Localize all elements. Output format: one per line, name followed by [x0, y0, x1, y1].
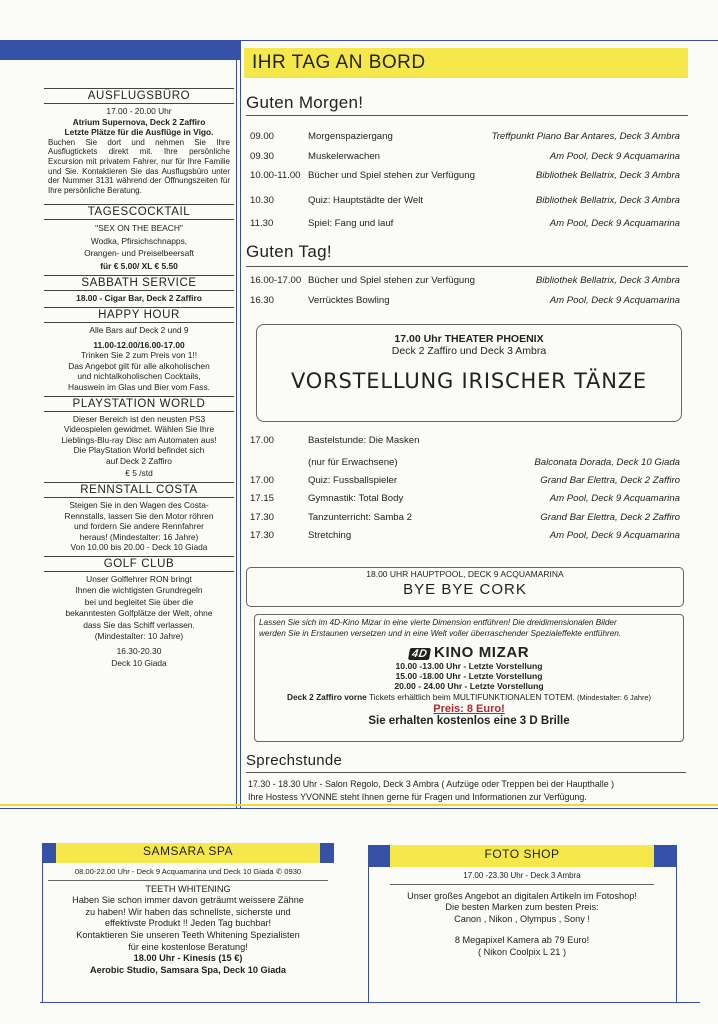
schedule-activity: Quiz: Hauptstädte der Welt [308, 195, 424, 206]
column-divider [240, 40, 241, 808]
header-band-left [0, 40, 240, 60]
section-title: AUSFLUGSBÜRO [44, 88, 234, 104]
cocktail-line: Orangen- und Preiselbeersaft [84, 248, 194, 259]
schedule-location: Grand Bar Elettra, Deck 2 Zaffiro [540, 475, 680, 486]
kino-age: (Mindestalter: 6 Jahre) [577, 692, 651, 702]
schedule-row [250, 131, 680, 145]
section-title: GOLF CLUB [44, 556, 234, 572]
divider [246, 266, 688, 267]
renn-line: Steigen Sie in den Wagen des Costa- [69, 500, 209, 511]
foto-border-left [368, 845, 369, 1003]
happy-line: Hauswein im Glas und Bier vom Fass. [68, 381, 210, 392]
schedule-location: Am Pool, Deck 9 Acquamarina [549, 493, 680, 504]
renn-line: und fordern Sie andere Rennfahrer [74, 521, 204, 532]
schedule-time: 10.30 [250, 195, 275, 206]
ps-price: € 5 /std [125, 468, 153, 479]
frame-line-footer [40, 1002, 700, 1003]
kino-header [255, 644, 683, 661]
golf-line: Unser Golflehrer RON bringt [86, 574, 192, 585]
schedule-activity: Bücher und Spiel stehen zur Verfügung [308, 170, 475, 181]
ps-line: Videospielen gewidmet. Wählen Sie Ihre [63, 424, 215, 435]
foto-hours: 17.00 -23.30 Uhr - Deck 3 Ambra [390, 867, 654, 885]
kino-tickets-deck: Deck 2 Zaffiro vorne [287, 691, 367, 702]
cocktail-section [44, 204, 234, 275]
renn-section [44, 482, 234, 556]
spa-accent-right [320, 843, 334, 863]
schedule-activity: Bücher und Spiel stehen zur Verfügung [308, 275, 475, 286]
ausflug-lead: Letzte Plätze für die Ausflüge in Vigo. [64, 127, 214, 138]
schedule-time: 17.15 [250, 493, 275, 504]
kino-intro [255, 615, 683, 639]
renn-line: Von 10.00 bis 20.00 - Deck 10 Giada [70, 542, 208, 553]
happy-line: Trinken Sie 2 zum Preis von 1!! [80, 350, 198, 361]
ausflug-text: Buchen Sie dort und nehmen Sie Ihre Ausflugtickets direkt mit. Ihre persönliche Excursion mit privatem Fahrer, nur für Ihre Familie und Sie. Kontaktieren Sie das Ausflugsbüro unter der Nummer 3131 während der Öffnungszeiten für Ihre persönliche Beratung. [48, 137, 230, 195]
spa-accent-left [42, 843, 56, 863]
sprech-body [248, 778, 688, 804]
kino-tickets-text: Tickets erhältlich beim MULTIFUNKTIONALEN TOTEM. [368, 691, 575, 702]
theater-line1: 17.00 Uhr THEATER PHOENIX [394, 333, 544, 345]
schedule-location: Bibliothek Bellatrix, Deck 3 Ambra [535, 275, 680, 286]
spa-line: effektivste Produkt !! Jeden Tag buchbar! [104, 918, 272, 929]
golf-time: 16.30-20.30 [116, 646, 162, 657]
section-title: HAPPY HOUR [44, 307, 234, 323]
foto-line: Die besten Marken zum besten Preis: [445, 902, 599, 913]
spa-line: Aerobic Studio, Samsara Spa, Deck 10 Giada [89, 964, 287, 975]
kino-title: KINO MIZAR [434, 644, 530, 661]
foto-line: Canon , Nikon , Olympus , Sony ! [454, 913, 590, 924]
schedule-row [250, 475, 680, 489]
schedule-location: Bibliothek Bellatrix, Deck 3 Ambra [535, 195, 680, 206]
day-title: Guten Tag! [246, 242, 332, 261]
schedule-row [250, 457, 680, 471]
sprech-title: Sprechstunde [246, 752, 343, 769]
kino-tickets [255, 692, 683, 704]
schedule-row [250, 435, 680, 449]
divider [246, 115, 688, 116]
section-title: TAGESCOCKTAIL [44, 204, 234, 220]
cork-box [246, 567, 684, 607]
golf-line: bei und begleitet Sie über die [84, 596, 194, 607]
ausflug-section [44, 88, 234, 198]
foto-section [390, 845, 654, 959]
happy-times: 11.00-12.00/16.00-17.00 [93, 339, 185, 350]
schedule-location: Balconata Dorada, Deck 10 Giada [534, 457, 680, 468]
schedule-row [250, 195, 680, 209]
frame-line-bottom [0, 808, 718, 809]
schedule-time: 17.00 [250, 435, 275, 446]
schedule-row [250, 512, 680, 526]
ps-line: auf Deck 2 Zaffiro [106, 455, 172, 466]
schedule-time: 17.00 [250, 475, 275, 486]
schedule-activity: Bastelstunde: Die Masken [308, 435, 420, 446]
foto-line: ( Nikon Coolpix L 21 ) [478, 946, 566, 957]
ausflug-hours: 17.00 - 20.00 Uhr [106, 106, 172, 116]
schedule-activity: Quiz: Fussballspieler [308, 475, 398, 486]
foto-accent-left [368, 845, 390, 867]
schedule-location: Treffpunkt Piano Bar Antares, Deck 3 Ambra [491, 131, 680, 142]
foto-title: FOTO SHOP [390, 845, 654, 867]
schedule-row [250, 275, 680, 289]
sprech-line: Ihre Hostess YVONNE steht Ihnen gerne für Fragen und Informationen zur Verfügung. [248, 792, 587, 802]
schedule-location: Am Pool, Deck 9 Acquamarina [549, 295, 680, 306]
spa-line: Kontaktieren Sie unseren Teeth Whitening Spezialisten [76, 929, 300, 940]
schedule-activity: Tanzunterricht: Samba 2 [308, 512, 412, 523]
foto-accent-right [654, 845, 676, 867]
section-title: RENNSTALL COSTA [44, 482, 234, 498]
frame-line-top [240, 40, 718, 41]
foto-border-right [676, 845, 677, 1003]
schedule-activity: (nur für Erwachsene) [308, 457, 398, 468]
spa-border-left [42, 843, 43, 1003]
spa-hours: 08.00-22.00 Uhr - Deck 9 Acquamarina und Deck 10 Giada ✆ 0930 [48, 863, 328, 881]
schedule-row [250, 151, 680, 165]
column-divider-inner [236, 60, 237, 808]
schedule-location: Bibliothek Bellatrix, Deck 3 Ambra [535, 170, 680, 181]
schedule-activity: Stretching [308, 530, 352, 541]
schedule-activity: Morgenspaziergang [308, 131, 393, 142]
spa-sub: TEETH WHITENING [145, 883, 231, 894]
happy-line: Das Angebot gilt für alle alkoholischen [68, 360, 210, 371]
schedule-time: 10.00-11.00 [250, 170, 301, 181]
schedule-location: Grand Bar Elettra, Deck 2 Zaffiro [540, 512, 680, 523]
schedule-time: 16.00-17.00 [250, 275, 302, 286]
schedule-time: 17.30 [250, 512, 275, 523]
kino-box [254, 614, 684, 742]
foto-line: Unser großes Angebot an digitalen Artikeln im Fotoshop! [407, 890, 637, 901]
golf-line: Ihnen die wichtigsten Grundregeln [75, 585, 203, 596]
golf-section [44, 556, 234, 672]
kino-intro-line: Lassen Sie sich im 4D-Kino Mizar in eine vierte Dimension entführen! Die dreidimensionalen Bilder [259, 618, 617, 627]
spa-title: SAMSARA SPA [56, 843, 320, 863]
happy-section [44, 307, 234, 396]
schedule-time: 11.30 [250, 218, 274, 229]
sabbath-section [44, 275, 234, 307]
divider [246, 772, 686, 773]
kino-price: Preis: 8 Euro! [433, 703, 505, 716]
kino-logo: 4D [408, 648, 431, 660]
golf-line: dass Sie das Schiff verlassen. [83, 619, 195, 630]
schedule-activity: Verrücktes Bowling [308, 295, 390, 306]
section-title: SABBATH SERVICE [44, 275, 234, 291]
sabbath-info: 18.00 - Cigar Bar, Deck 2 Zaffiro [76, 293, 202, 304]
kino-show: 15.00 -18.00 Uhr - Letzte Vorstellung [395, 671, 543, 682]
section-title: PLAYSTATION WORLD [44, 396, 234, 412]
golf-deck: Deck 10 Giada [111, 657, 167, 668]
schedule-time: 09.30 [250, 151, 275, 162]
theater-show: VORSTELLUNG IRISCHER TÄNZE [291, 369, 647, 393]
frame-line-yellow [0, 804, 718, 806]
theater-box [256, 324, 682, 422]
happy-line: und nichtalkoholischen Cocktails, [77, 371, 201, 382]
left-column [44, 88, 234, 672]
theater-line2: Deck 2 Zaffiro und Deck 3 Ambra [391, 345, 547, 357]
ausflug-location: Atrium Supernova, Deck 2 Zaffiro [72, 116, 206, 127]
spa-line: für eine kostenlose Beratung! [128, 941, 248, 952]
renn-line: heraus! (Mindestalter: 16 Jahre) [79, 531, 199, 542]
schedule-activity: Muskelerwachen [308, 151, 380, 162]
spa-line: Haben Sie schon immer davon geträumt weissere Zähne [72, 895, 304, 906]
happy-bars: Alle Bars auf Deck 2 und 9 [89, 324, 189, 335]
morning-title: Guten Morgen! [246, 93, 364, 112]
spa-line: 18.00 Uhr - Kinesis (15 €) [133, 953, 243, 964]
ps-line: Dieser Bereich ist den neusten PS3 [72, 413, 206, 424]
kino-bonus: Sie erhalten kostenlos eine 3 D Brille [368, 715, 570, 728]
golf-line: (Mindestalter: 10 Jahre) [94, 631, 184, 642]
renn-line: Rennstalls, lassen Sie den Motor röhren [64, 510, 214, 521]
kino-show: 10.00 -13.00 Uhr - Letzte Vorstellung [395, 661, 543, 671]
ps-line: Die PlayStation World befindet sich [73, 445, 205, 456]
schedule-time: 17.30 [250, 530, 275, 541]
page-title: IHR TAG AN BORD [244, 48, 688, 78]
cocktail-line: Wodka, Pfirsichschnapps, [90, 235, 188, 246]
schedule-location: Am Pool, Deck 9 Acquamarina [549, 530, 680, 541]
schedule-time: 16.30 [250, 295, 275, 306]
ps-line: Lieblings-Blu-ray Disc am Automaten aus! [61, 434, 217, 445]
kino-shows [255, 661, 683, 692]
spa-section [56, 843, 320, 976]
schedule-row [250, 530, 680, 544]
cork-title: BYE BYE CORK [403, 581, 527, 598]
schedule-row [250, 170, 680, 184]
schedule-activity: Spiel: Fang und lauf [308, 218, 394, 229]
golf-line: bekanntesten Golfplätze der Welt, ohne [65, 608, 213, 619]
cocktail-price: für € 5.00/ XL € 5.50 [100, 260, 178, 271]
schedule-time: 09.00 [250, 131, 275, 142]
schedule-activity: Gymnastik: Total Body [308, 493, 404, 504]
sprech-line: 17.30 - 18.30 Uhr - Salon Regolo, Deck 3 Ambra ( Aufzüge oder Treppen bei der Haupthalle ) [248, 779, 615, 789]
schedule-row [250, 295, 680, 309]
schedule-location: Am Pool, Deck 9 Acquamarina [549, 151, 680, 162]
kino-show: 20.00 - 24.00 Uhr - Letzte Vorstellung [394, 681, 544, 692]
schedule-location: Am Pool, Deck 9 Acquamarina [549, 218, 680, 229]
playstation-section [44, 396, 234, 483]
schedule-row [250, 218, 680, 232]
spa-line: zu haben! Wir haben das schnellste, sicherste und [85, 906, 291, 917]
schedule-row [250, 493, 680, 507]
cocktail-name: "SEX ON THE BEACH" [95, 223, 183, 234]
foto-line: 8 Megapixel Kamera ab 79 Euro! [454, 935, 590, 946]
cork-line1: 18.00 UHR HAUPTPOOL, DECK 9 ACQUAMARINA [366, 569, 564, 579]
kino-intro-line: werden Sie in Erstaunen versetzen und in eine Welt voller überraschender Spezialeffekte entführen. [259, 628, 622, 638]
